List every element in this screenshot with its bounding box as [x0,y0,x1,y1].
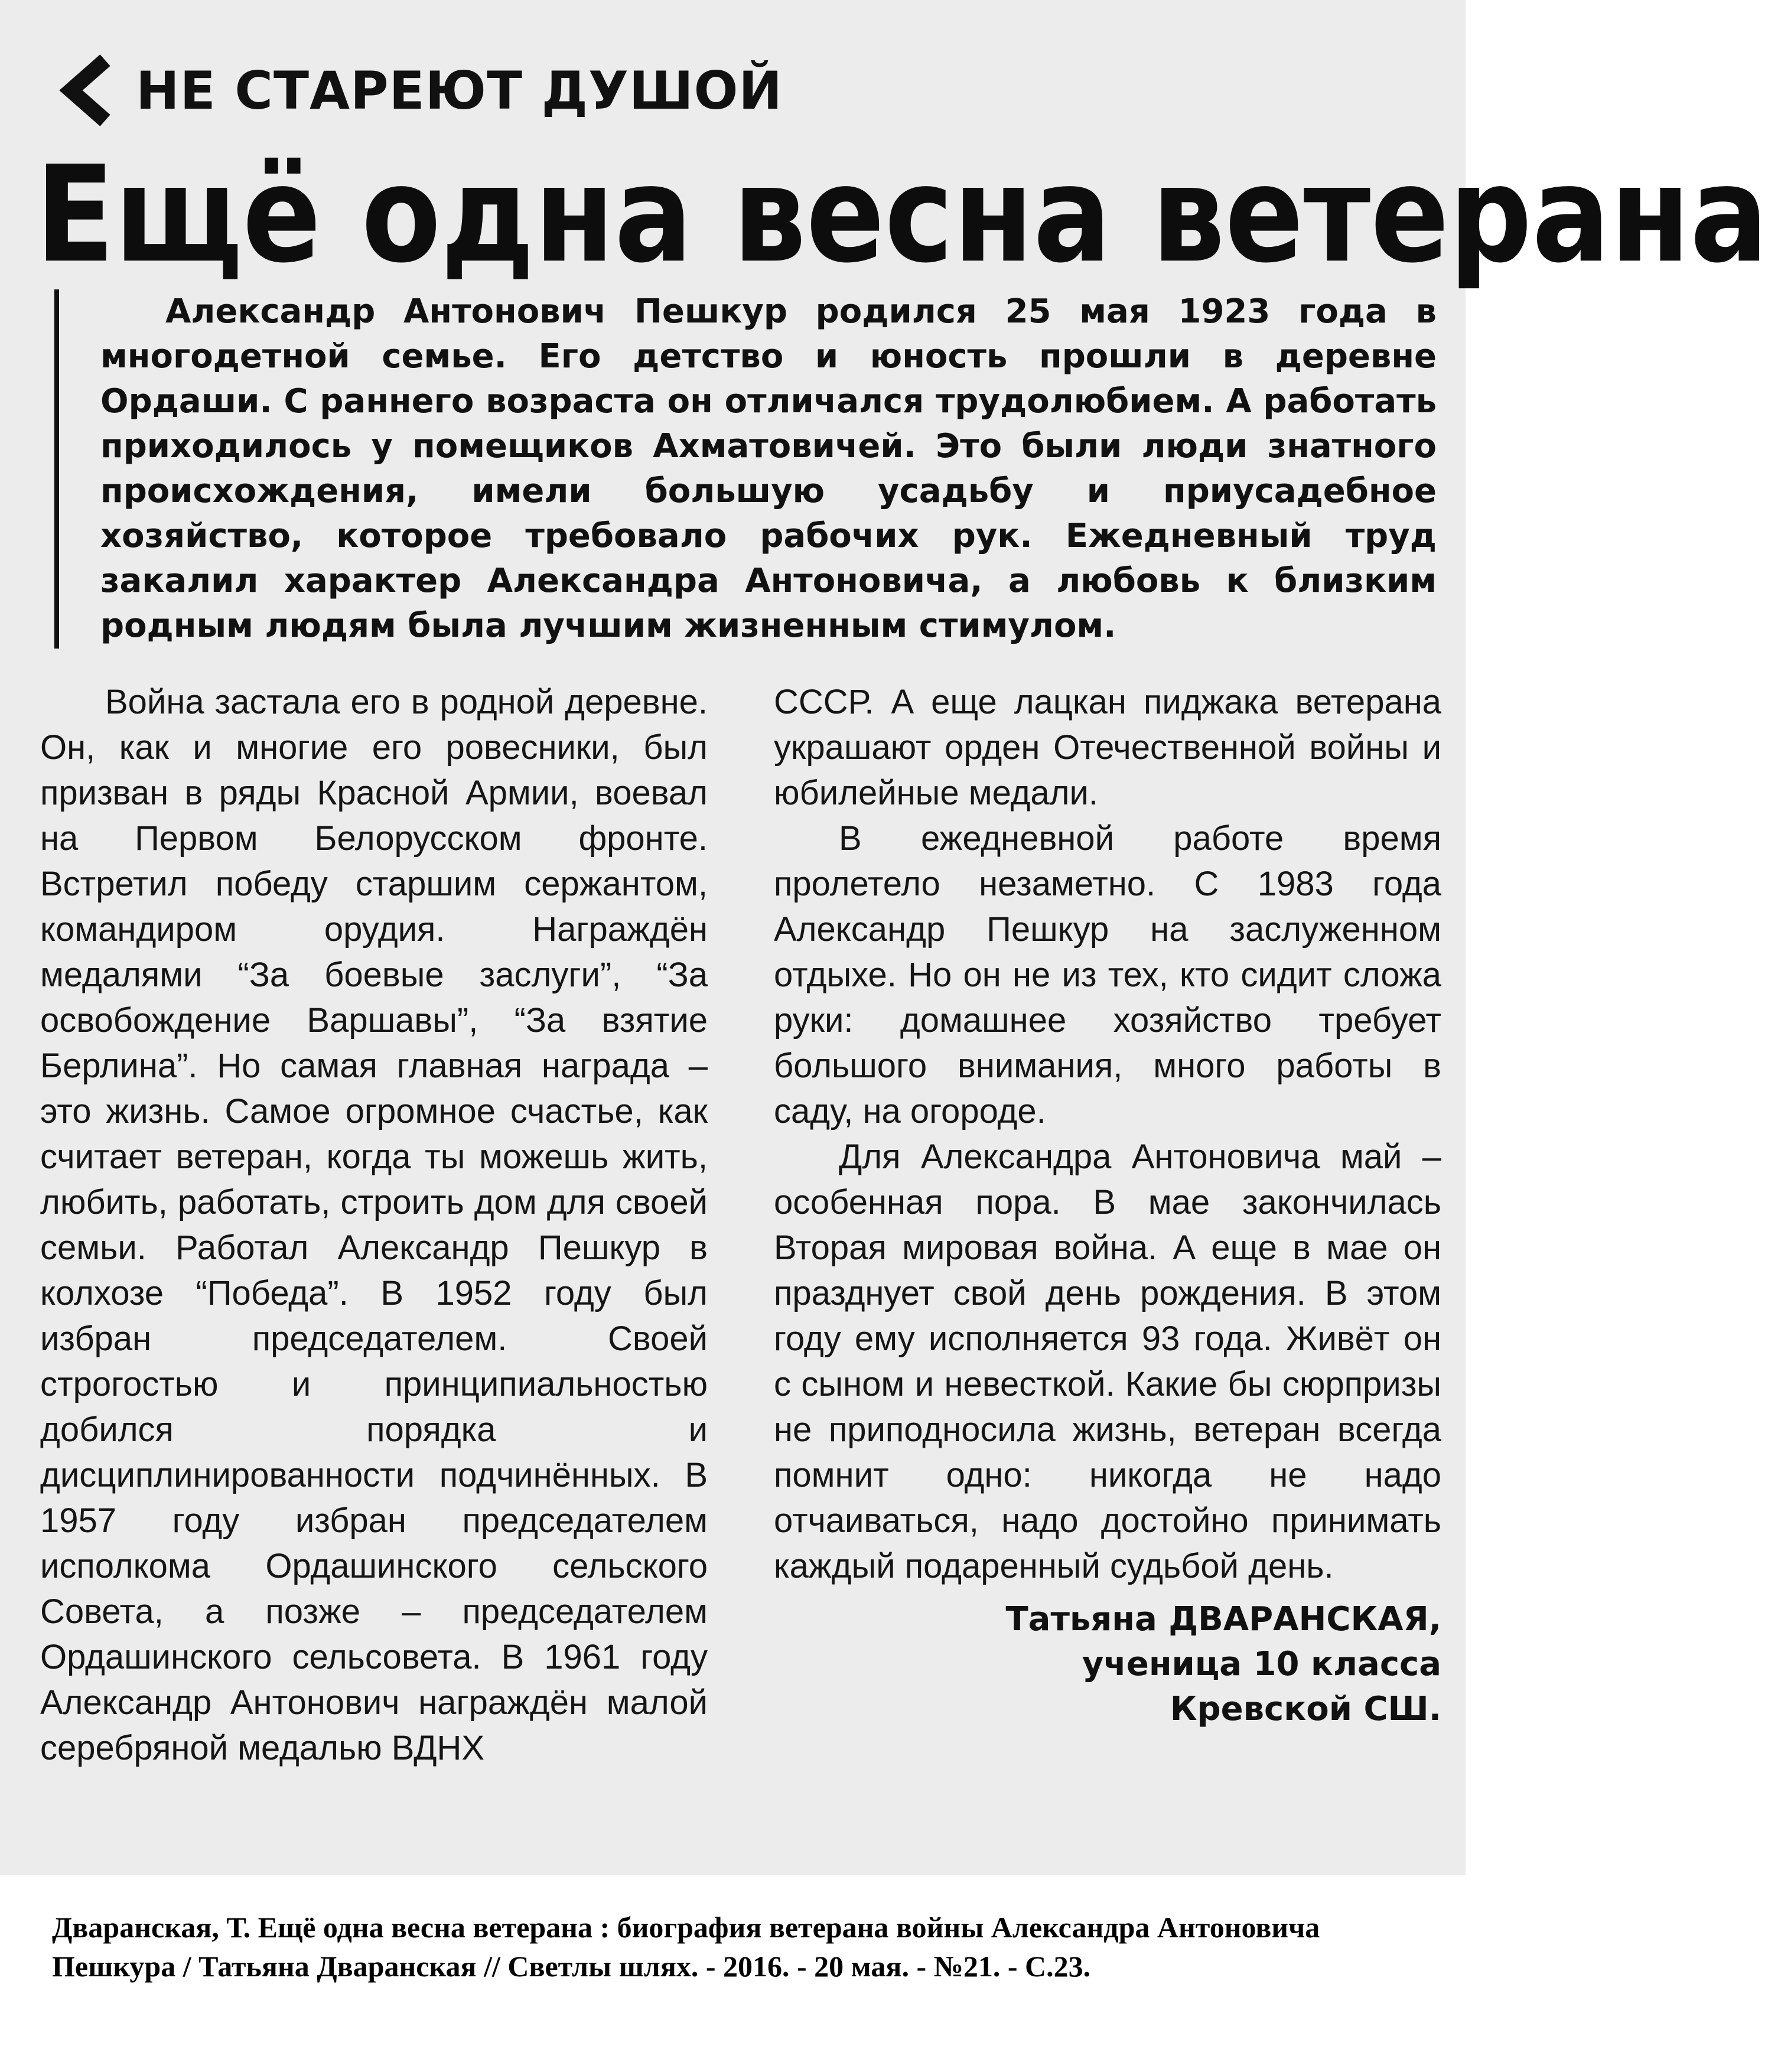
author-school: Кревской СШ. [1170,1690,1441,1728]
lead-paragraph: Александр Антонович Пешкур родился 25 мая 1923 года в многодетной семье. Его детство и юность прошли в деревне Ордаши. С раннего возраста он отличался трудолюбием. А работать приходилось у помещиков Ахматовичей. Это были люди знатного происхождения, имели большую усадьбу и приусадебное хозяйство, которое требовало рабочих рук. Ежедневный труд закалил характер Александра Антоновича, а любовь к близким родным людям была лучшим жизненным стимулом. [100,292,1437,645]
author-name: Татьяна ДВАРАНСКАЯ, [1005,1600,1441,1638]
bibliographic-citation: Дваранская, Т. Ещё одна весна ветерана : биография ветерана войны Александра Антоновича Пешкура / Татьяна Дваранская // Светлы шлях. - 2016. - 20 мая. - №21. - С.23. [52,1911,1320,1983]
body-paragraph: СССР. А еще лацкан пиджака ветерана украшают орден Отечественной войны и юбилейные медали. [774,683,1441,812]
article-column-left [40,679,708,1771]
article-column-right [774,679,1441,1732]
body-paragraph: Война застала его в родной деревне. Он, как и многие его ровесники, был призван в ряды Красной Армии, воевал на Первом Белорусском фронте. Встретил победу старшим сержантом, командиром орудия. Награждён медалями “За боевые заслуги”, “За освобождение Варшавы”, “За взятие Берлина”. Но самая главная награда – это жизнь. Самое огромное счастье, как считает ветеран, когда ты можешь жить, любить, работать, строить дом для своей семьи. Работал Александр Пешкур в колхозе “Победа”. В 1952 году был избран председателем. Своей строгостью и принципиальностью добился порядка и дисциплинированности подчинённых. В 1957 году избран председателем исполкома Ордашинского сельского Совета, а позже – председателем Ордашинского сельсовета. В 1961 году Александр Антонович награждён малой серебряной медалью ВДНХ [40,683,708,1767]
body-paragraph: В ежедневной работе время пролетело незаметно. С 1983 года Александр Пешкур на заслуженном отдыхе. Но он не из тех, кто сидит сложа руки: домашнее хозяйство требует большого внимания, много работы в саду, на огороде. [774,819,1441,1131]
lead-block [54,289,1437,649]
rubric-label: НЕ СТАРЕЮТ ДУШОЙ [136,60,783,121]
chevron-left-icon [53,52,118,129]
body-paragraph: Для Александра Антоновича май – особенная пора. В мае закончилась Вторая мировая война. А еще в мае он празднует свой день рождения. В этом году ему исполняется 93 года. Живёт он с сыном и невесткой. Какие бы сюрпризы не приподносила жизнь, ветеран всегда помнит одно: никогда не надо отчаиваться, надо достойно принимать каждый подаренный судьбой день. [774,1138,1441,1585]
author-role: ученица 10 класса [1082,1645,1441,1683]
article-headline: Ещё одна весна ветерана [35,138,1768,293]
rubric [53,52,783,129]
author-signature [774,1597,1441,1732]
